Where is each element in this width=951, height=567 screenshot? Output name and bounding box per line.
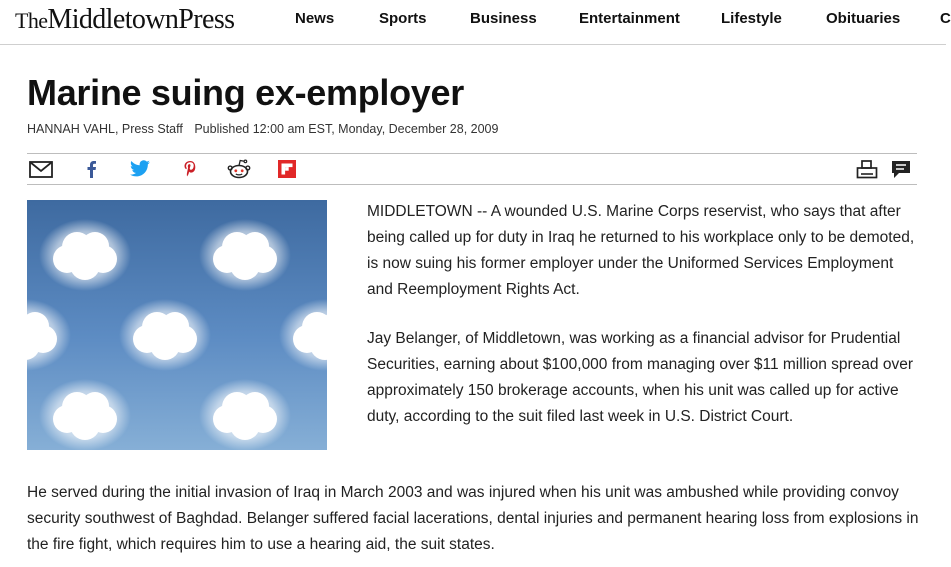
site-header [0,0,951,45]
print-icon[interactable] [855,159,879,179]
nav-entertainment[interactable]: Entertainment [579,10,680,27]
author-role: , Press Staff [114,122,183,136]
nav-business[interactable]: Business [470,10,537,27]
reddit-icon[interactable] [227,159,251,179]
article-paragraph-1: MIDDLETOWN -- A wounded U.S. Marine Corps reservist, who says that after being called up for duty in Iraq he returned to his workplace only to be demoted, is now suing his former employer under the Uniformed Services Employment and Reemployment Rights Act. [367,203,915,298]
author-link[interactable]: HANNAH VAHL [27,122,115,136]
flipboard-icon[interactable] [275,159,299,179]
nav-lifestyle[interactable]: Lifestyle [721,10,782,27]
article-paragraph-3: He served during the initial invasion of Iraq in March 2003 and was injured when his unit was ambushed while providing convoy security southwest of Baghdad. Belanger suffered facial lacerations, dental injuries and permanent hearing loss from explosions in the fire fight, which requires him to use a hearing aid, the suit states. [27,484,919,553]
twitter-icon[interactable] [128,159,152,179]
published-date: Published 12:00 am EST, Monday, December 28, 2009 [194,122,499,136]
article-paragraph-2: Jay Belanger, of Middletown, was working as a financial advisor for Prudential Securities, earning about $100,000 from managing over $11 million spread over approximately 150 brokerage accounts, when his unit was called up for active duty, according to the suit filed last week in U.S. District Court. [367,330,913,425]
article-headline: Marine suing ex-employer [27,72,464,113]
nav-news[interactable]: News [295,10,335,27]
article-image[interactable] [27,200,327,450]
byline [27,122,498,136]
comment-icon[interactable] [889,159,913,179]
nav-more-cut-off[interactable]: C [940,10,951,27]
site-logo[interactable]: TheMiddletownPress [15,4,235,35]
pinterest-icon[interactable] [178,159,202,179]
clouds-pattern [27,200,327,450]
nav-obituaries[interactable]: Obituaries [826,10,901,27]
nav-sports[interactable]: Sports [379,10,427,27]
share-bar [27,153,917,185]
facebook-icon[interactable] [79,159,103,179]
mail-icon[interactable] [29,159,53,179]
